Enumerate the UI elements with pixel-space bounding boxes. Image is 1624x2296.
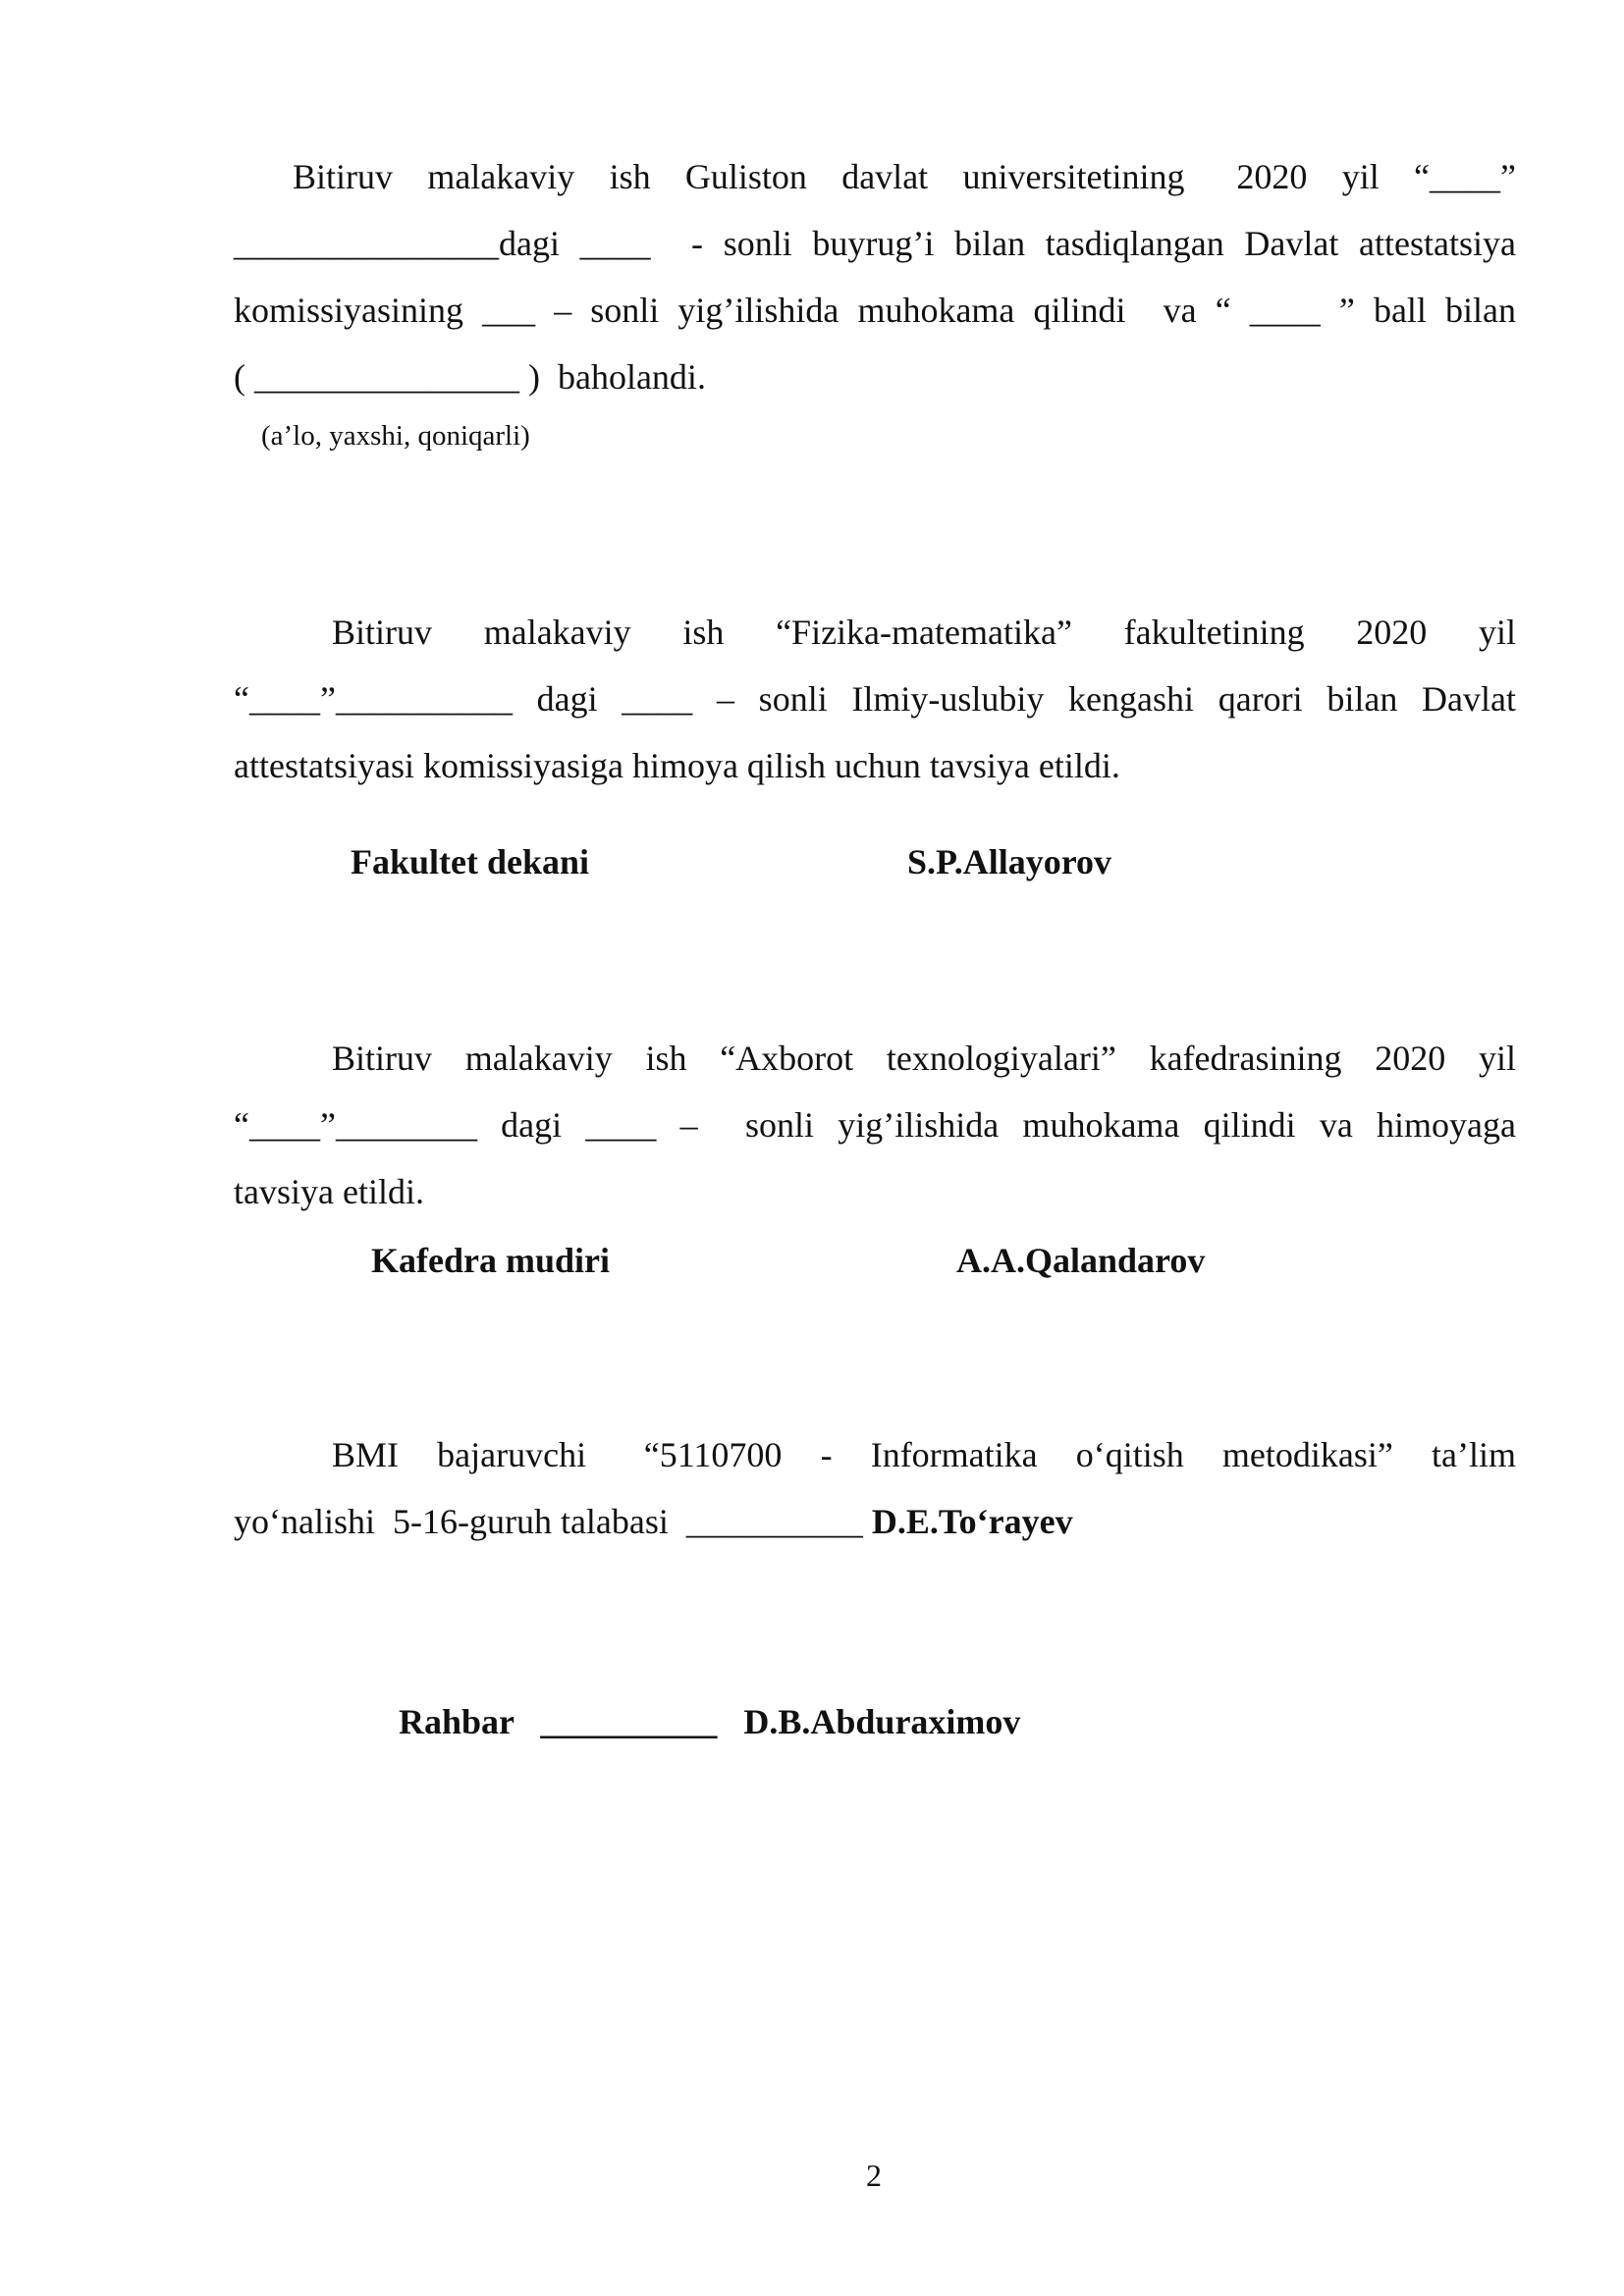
paragraph4-line2 — [234, 1488, 1516, 1555]
paragraph1-line4: ( _______________ ) baholandi. — [234, 357, 706, 397]
grade-options-note: (a’lo, yaxshi, qoniqarli) — [261, 420, 530, 452]
paragraph3-line1: Bitiruv malakaviy ish “Axborot texnologiyalari” kafedrasining 2020 yil — [332, 1039, 1516, 1078]
supervisor-row — [399, 1692, 1020, 1751]
supervisor-title: Rahbar — [399, 1702, 514, 1741]
student-info-text: yo‘nalishi 5-16-guruh talabasi __________ — [234, 1502, 872, 1541]
paragraph2-line1: Bitiruv malakaviy ish “Fizika-matematika” fakultetining 2020 yil — [332, 613, 1516, 652]
paragraph3-line3: tavsiya etildi. — [234, 1172, 424, 1211]
paragraph3-line2: “____”________ dagi ____ – sonli yig’ilishida muhokama qilindi va himoyaga — [234, 1105, 1516, 1145]
paragraph1-line2: _______________dagi ____ - sonli buyrug’i bilan tasdiqlangan Davlat attestatsiya — [234, 224, 1516, 263]
student-name: D.E.To‘rayev — [871, 1502, 1073, 1541]
page-number: 2 — [866, 2158, 882, 2193]
department-head-title: Kafedra mudiri — [371, 1241, 610, 1280]
paragraph4-line1: BMI bajaruvchi “5110700 - Informatika o‘qitish metodikasi” ta’lim — [332, 1435, 1516, 1474]
supervisor-name: D.B.Abduraximov — [743, 1702, 1021, 1741]
department-head-name: A.A.Qalandarov — [956, 1241, 1206, 1280]
dean-title: Fakultet dekani — [351, 842, 590, 881]
paragraph2-line3: attestatsiyasi komissiyasiga himoya qilish uchun tavsiya etildi. — [234, 746, 1120, 785]
paragraph1-line1: Bitiruv malakaviy ish Guliston davlat universitetining 2020 yil “____” — [293, 157, 1516, 196]
dean-name: S.P.Allayorov — [907, 842, 1112, 881]
paragraph2-line2: “____”__________ dagi ____ – sonli Ilmiy-uslubiy kengashi qarori bilan Davlat — [234, 679, 1516, 719]
paragraph1-line3: komissiyasining ___ – sonli yig’ilishida muhokama qilindi va “ ____ ” ball bilan — [234, 291, 1516, 330]
supervisor-signature-blank: __________ — [540, 1702, 718, 1741]
